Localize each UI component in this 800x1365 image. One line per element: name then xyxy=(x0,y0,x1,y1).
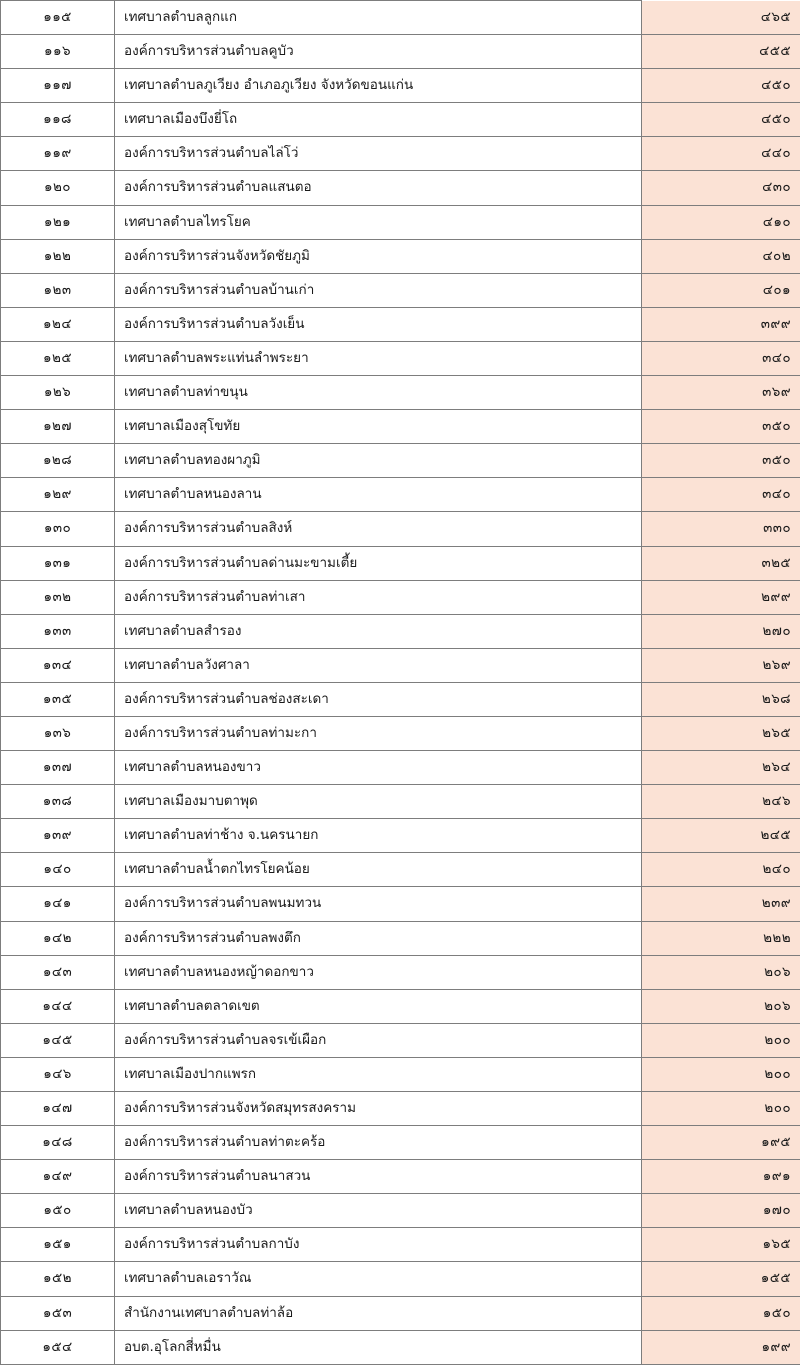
value-cell: ๓๔๐ xyxy=(642,341,800,375)
rank-cell: ๑๔๔ xyxy=(1,989,115,1023)
organization-name-cell: องค์การบริหารส่วนตำบลพงตึก xyxy=(115,921,642,955)
table-row xyxy=(1,921,800,955)
organization-name-cell: เทศบาลเมืองบึงยี่โถ xyxy=(115,103,642,137)
table-row xyxy=(1,1228,800,1262)
organization-name-cell: เทศบาลตำบลพระแท่นลำพระยา xyxy=(115,341,642,375)
table-row xyxy=(1,103,800,137)
table-row xyxy=(1,1,800,35)
rank-cell: ๑๒๐ xyxy=(1,171,115,205)
rank-cell: ๑๔๖ xyxy=(1,1057,115,1091)
value-cell: ๑๖๕ xyxy=(642,1228,800,1262)
table-row xyxy=(1,853,800,887)
rank-cell: ๑๑๖ xyxy=(1,35,115,69)
organization-name-cell: เทศบาลตำบลหนองลาน xyxy=(115,478,642,512)
value-cell: ๓๖๙ xyxy=(642,376,800,410)
organization-name-cell: องค์การบริหารส่วนตำบลนาสวน xyxy=(115,1160,642,1194)
organization-name-cell: องค์การบริหารส่วนตำบลจรเข้เผือก xyxy=(115,1023,642,1057)
rank-cell: ๑๓๔ xyxy=(1,648,115,682)
value-cell: ๔๕๐ xyxy=(642,103,800,137)
rank-cell: ๑๕๒ xyxy=(1,1262,115,1296)
value-cell: ๒๐๐ xyxy=(642,1057,800,1091)
rank-cell: ๑๔๗ xyxy=(1,1092,115,1126)
organization-name-cell: เทศบาลตำบลท่าช้าง จ.นครนายก xyxy=(115,819,642,853)
organization-name-cell: องค์การบริหารส่วนตำบลบ้านเก่า xyxy=(115,273,642,307)
value-cell: ๒๖๕ xyxy=(642,716,800,750)
table-row xyxy=(1,171,800,205)
value-cell: ๔๕๐ xyxy=(642,69,800,103)
value-cell: ๒๙๙ xyxy=(642,580,800,614)
value-cell: ๒๐๐ xyxy=(642,1092,800,1126)
table-row xyxy=(1,137,800,171)
rank-cell: ๑๓๗ xyxy=(1,751,115,785)
value-cell: ๓๒๕ xyxy=(642,546,800,580)
rank-cell: ๑๔๙ xyxy=(1,1160,115,1194)
organization-name-cell: เทศบาลตำบลเอราวัณ xyxy=(115,1262,642,1296)
table-row xyxy=(1,1330,800,1364)
value-cell: ๔๓๐ xyxy=(642,171,800,205)
organization-name-cell: เทศบาลตำบลวังศาลา xyxy=(115,648,642,682)
value-cell: ๓๕๐ xyxy=(642,410,800,444)
organization-name-cell: เทศบาลตำบลไทรโยค xyxy=(115,205,642,239)
value-cell: ๔๔๐ xyxy=(642,137,800,171)
table-row xyxy=(1,205,800,239)
value-cell: ๓๕๐ xyxy=(642,444,800,478)
organization-name-cell: องค์การบริหารส่วนตำบลท่าเสา xyxy=(115,580,642,614)
rank-cell: ๑๕๔ xyxy=(1,1330,115,1364)
rank-cell: ๑๒๑ xyxy=(1,205,115,239)
table-row xyxy=(1,410,800,444)
rank-cell: ๑๒๒ xyxy=(1,239,115,273)
rank-cell: ๑๒๘ xyxy=(1,444,115,478)
organization-name-cell: เทศบาลตำบลน้ำตกไทรโยคน้อย xyxy=(115,853,642,887)
rank-cell: ๑๔๓ xyxy=(1,955,115,989)
rank-cell: ๑๕๐ xyxy=(1,1194,115,1228)
value-cell: ๔๕๕ xyxy=(642,35,800,69)
value-cell: ๒๐๐ xyxy=(642,1023,800,1057)
table-row xyxy=(1,614,800,648)
table-row xyxy=(1,1296,800,1330)
rank-cell: ๑๒๕ xyxy=(1,341,115,375)
organization-name-cell: เทศบาลตำบลทองผาภูมิ xyxy=(115,444,642,478)
value-cell: ๑๕๕ xyxy=(642,1262,800,1296)
organization-name-cell: เทศบาลตำบลหนองขาว xyxy=(115,751,642,785)
rank-cell: ๑๔๕ xyxy=(1,1023,115,1057)
table-row xyxy=(1,682,800,716)
value-cell: ๔๐๒ xyxy=(642,239,800,273)
organization-name-cell: สำนักงานเทศบาลตำบลท่าล้อ xyxy=(115,1296,642,1330)
table-body xyxy=(1,1,800,1365)
table-row xyxy=(1,1194,800,1228)
rank-cell: ๑๓๓ xyxy=(1,614,115,648)
value-cell: ๓๔๐ xyxy=(642,478,800,512)
organization-name-cell: เทศบาลเมืองปากแพรก xyxy=(115,1057,642,1091)
table-row xyxy=(1,512,800,546)
organization-name-cell: องค์การบริหารส่วนตำบลไล่โว่ xyxy=(115,137,642,171)
organization-name-cell: อบต.อุโลกสี่หมื่น xyxy=(115,1330,642,1364)
rank-cell: ๑๓๘ xyxy=(1,785,115,819)
organization-name-cell: เทศบาลเมืองสุโขทัย xyxy=(115,410,642,444)
value-cell: ๔๑๐ xyxy=(642,205,800,239)
organization-name-cell: องค์การบริหารส่วนตำบลกาบัง xyxy=(115,1228,642,1262)
rank-cell: ๑๔๑ xyxy=(1,887,115,921)
table-row xyxy=(1,478,800,512)
organization-name-cell: องค์การบริหารส่วนจังหวัดชัยภูมิ xyxy=(115,239,642,273)
rank-cell: ๑๒๙ xyxy=(1,478,115,512)
rank-cell: ๑๒๔ xyxy=(1,307,115,341)
value-cell: ๒๐๖ xyxy=(642,989,800,1023)
value-cell: ๑๙๙ xyxy=(642,1330,800,1364)
value-cell: ๑๗๐ xyxy=(642,1194,800,1228)
value-cell: ๒๖๙ xyxy=(642,648,800,682)
table-row xyxy=(1,1160,800,1194)
table-row xyxy=(1,751,800,785)
rank-cell: ๑๕๓ xyxy=(1,1296,115,1330)
value-cell: ๒๔๐ xyxy=(642,853,800,887)
rank-cell: ๑๑๙ xyxy=(1,137,115,171)
rank-cell: ๑๓๙ xyxy=(1,819,115,853)
table-row xyxy=(1,716,800,750)
table-row xyxy=(1,376,800,410)
value-cell: ๑๙๑ xyxy=(642,1160,800,1194)
organization-name-cell: องค์การบริหารส่วนตำบลแสนตอ xyxy=(115,171,642,205)
value-cell: ๒๗๐ xyxy=(642,614,800,648)
organization-name-cell: องค์การบริหารส่วนตำบลวังเย็น xyxy=(115,307,642,341)
value-cell: ๔๖๕ xyxy=(642,1,800,35)
value-cell: ๒๐๖ xyxy=(642,955,800,989)
organization-name-cell: องค์การบริหารส่วนตำบลช่องสะเดา xyxy=(115,682,642,716)
value-cell: ๒๒๒ xyxy=(642,921,800,955)
organization-name-cell: เทศบาลตำบลสำรอง xyxy=(115,614,642,648)
organization-name-cell: องค์การบริหารส่วนตำบลสิงห์ xyxy=(115,512,642,546)
value-cell: ๒๖๔ xyxy=(642,751,800,785)
value-cell: ๒๔๕ xyxy=(642,819,800,853)
table-row xyxy=(1,580,800,614)
organization-name-cell: องค์การบริหารส่วนจังหวัดสมุทรสงคราม xyxy=(115,1092,642,1126)
rank-cell: ๑๑๗ xyxy=(1,69,115,103)
table-row xyxy=(1,1023,800,1057)
organization-name-cell: เทศบาลตำบลภูเวียง อำเภอภูเวียง จังหวัดขอนแก่น xyxy=(115,69,642,103)
table-row xyxy=(1,1057,800,1091)
rank-cell: ๑๓๐ xyxy=(1,512,115,546)
organization-name-cell: องค์การบริหารส่วนตำบลคูบัว xyxy=(115,35,642,69)
rank-cell: ๑๔๘ xyxy=(1,1126,115,1160)
value-cell: ๑๕๐ xyxy=(642,1296,800,1330)
table-row xyxy=(1,1262,800,1296)
organization-name-cell: เทศบาลตำบลลูกแก xyxy=(115,1,642,35)
table-row xyxy=(1,955,800,989)
table-row xyxy=(1,239,800,273)
rank-cell: ๑๒๖ xyxy=(1,376,115,410)
value-cell: ๒๓๙ xyxy=(642,887,800,921)
rank-cell: ๑๒๗ xyxy=(1,410,115,444)
table-row xyxy=(1,35,800,69)
table-row xyxy=(1,887,800,921)
value-cell: ๓๙๙ xyxy=(642,307,800,341)
value-cell: ๓๓๐ xyxy=(642,512,800,546)
organization-name-cell: องค์การบริหารส่วนตำบลด่านมะขามเตี้ย xyxy=(115,546,642,580)
table-row xyxy=(1,69,800,103)
table-row xyxy=(1,785,800,819)
table-row xyxy=(1,273,800,307)
value-cell: ๒๔๖ xyxy=(642,785,800,819)
organization-name-cell: เทศบาลตำบลตลาดเขต xyxy=(115,989,642,1023)
organization-name-cell: เทศบาลตำบลท่าขนุน xyxy=(115,376,642,410)
table-row xyxy=(1,1092,800,1126)
rank-cell: ๑๔๐ xyxy=(1,853,115,887)
value-cell: ๒๖๘ xyxy=(642,682,800,716)
organization-name-cell: เทศบาลตำบลหนองหญ้าดอกขาว xyxy=(115,955,642,989)
rank-cell: ๑๒๓ xyxy=(1,273,115,307)
rank-cell: ๑๕๑ xyxy=(1,1228,115,1262)
rank-cell: ๑๓๖ xyxy=(1,716,115,750)
table-row xyxy=(1,648,800,682)
organization-name-cell: องค์การบริหารส่วนตำบลท่ามะกา xyxy=(115,716,642,750)
table-row xyxy=(1,989,800,1023)
rank-cell: ๑๑๘ xyxy=(1,103,115,137)
rank-cell: ๑๔๒ xyxy=(1,921,115,955)
organization-name-cell: องค์การบริหารส่วนตำบลพนมทวน xyxy=(115,887,642,921)
table-row xyxy=(1,819,800,853)
organization-name-cell: องค์การบริหารส่วนตำบลท่าตะคร้อ xyxy=(115,1126,642,1160)
rank-cell: ๑๑๕ xyxy=(1,1,115,35)
value-cell: ๑๙๕ xyxy=(642,1126,800,1160)
value-cell: ๔๐๑ xyxy=(642,273,800,307)
rank-cell: ๑๓๕ xyxy=(1,682,115,716)
table-row xyxy=(1,341,800,375)
organization-name-cell: เทศบาลเมืองมาบตาพุด xyxy=(115,785,642,819)
table-row xyxy=(1,1126,800,1160)
organization-name-cell: เทศบาลตำบลหนองบัว xyxy=(115,1194,642,1228)
table-row xyxy=(1,546,800,580)
table-row xyxy=(1,307,800,341)
rank-cell: ๑๓๑ xyxy=(1,546,115,580)
rank-cell: ๑๓๒ xyxy=(1,580,115,614)
table-row xyxy=(1,444,800,478)
